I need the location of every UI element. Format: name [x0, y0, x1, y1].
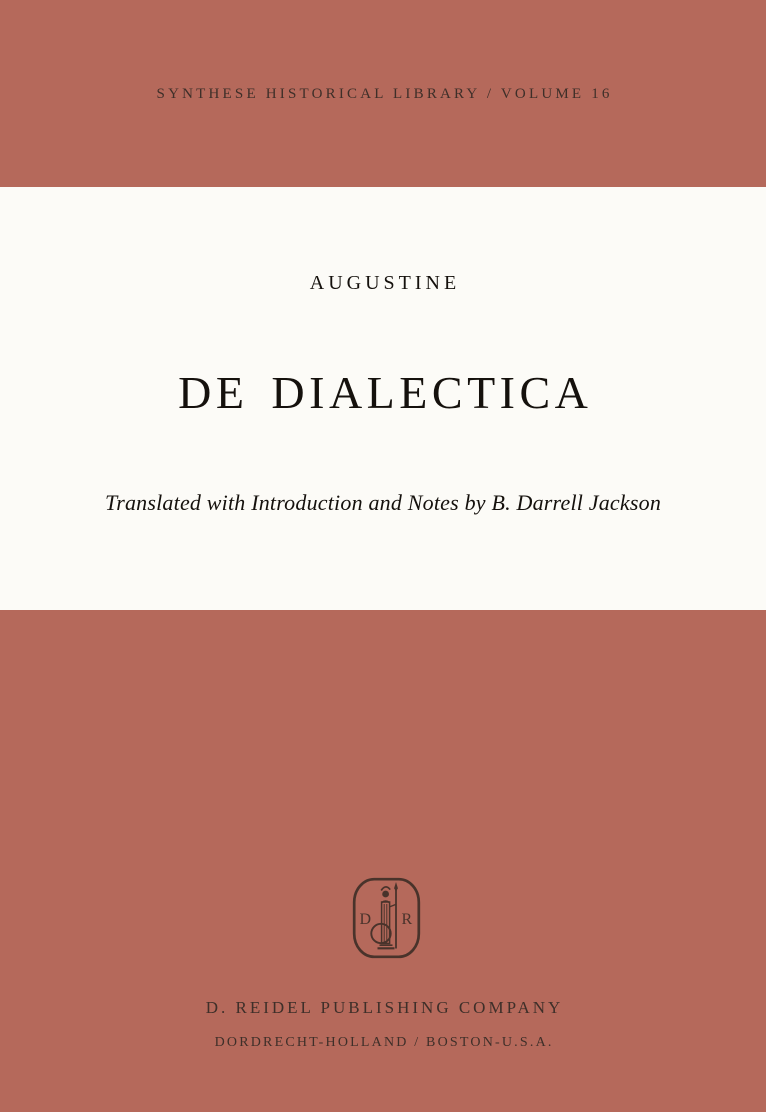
author-name: AUGUSTINE [309, 272, 461, 294]
minerva-emblem-icon [352, 877, 421, 959]
book-title: DE DIALECTICA [178, 367, 593, 418]
publisher-location: DORDRECHT-HOLLAND / BOSTON-U.S.A. [214, 1035, 554, 1050]
series-title: SYNTHESE HISTORICAL LIBRARY / VOLUME 16 [156, 86, 613, 102]
title-band [0, 187, 766, 610]
publisher-name: D. REIDEL PUBLISHING COMPANY [205, 998, 564, 1017]
publisher-band [0, 610, 766, 1112]
logo-letter-d: D [359, 911, 371, 928]
publisher-logo [3, 877, 766, 959]
translator-credit: Translated with Introduction and Notes by B. Darrell Jackson [104, 490, 662, 515]
series-band [0, 0, 766, 187]
logo-letter-r: R [401, 911, 412, 928]
